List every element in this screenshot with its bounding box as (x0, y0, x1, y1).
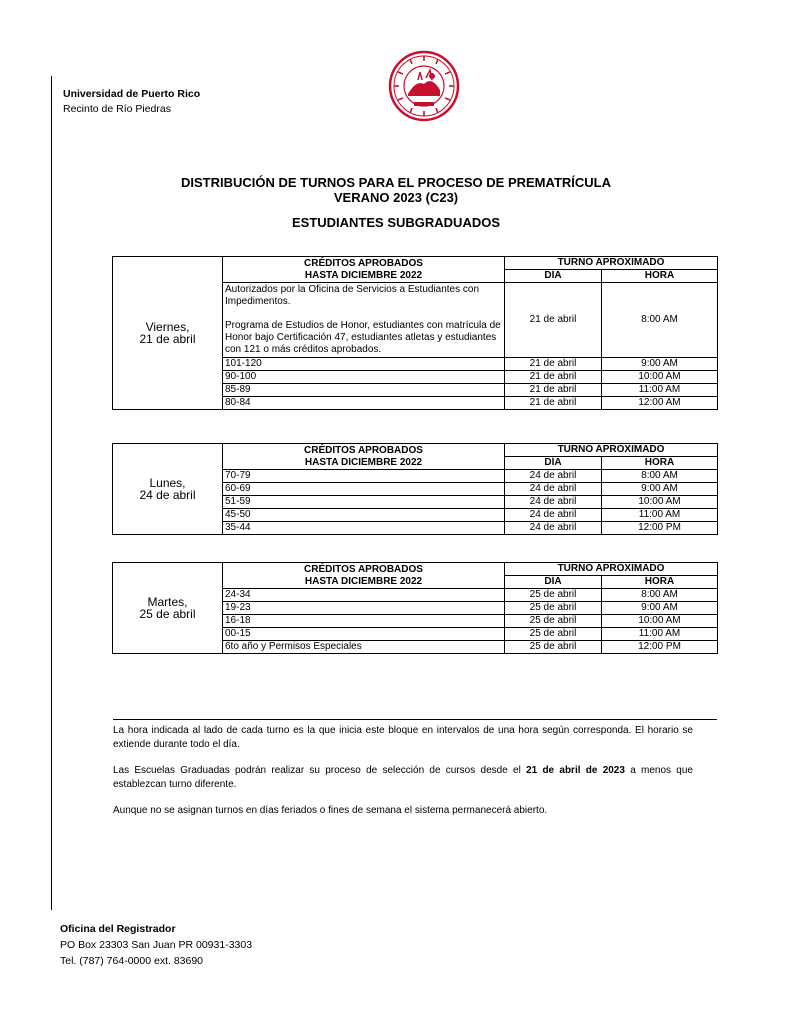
document-subtitle: VERANO 2023 (C23) (333, 190, 459, 205)
credits-cell: 19-23 (223, 602, 505, 615)
hora-cell: 11:00 AM (602, 384, 718, 397)
dia-cell: 25 de abril (505, 589, 602, 602)
day-date: 21 de abril (139, 332, 196, 346)
office-name: Oficina del Registrador (60, 923, 176, 935)
office-phone: Tel. (787) 764-0000 ext. 83690 (60, 955, 204, 967)
credits-cell: 16-18 (223, 615, 505, 628)
dia-cell: 24 de abril (505, 483, 602, 496)
hora-cell: 12:00 PM (602, 641, 718, 654)
campus-name: Recinto de Río Piedras (63, 103, 171, 115)
hora-cell: 8:00 AM (602, 589, 718, 602)
note-paragraph: La hora indicada al lado de cada turno es la que inicia este bloque en intervalos de una hora según corresponda. El horario se extiende durante todo el día. (113, 725, 693, 750)
hora-cell: 10:00 AM (602, 615, 718, 628)
credits-cell: 90-100 (223, 371, 505, 384)
notes-section (113, 724, 693, 830)
credits-header: CRÉDITOS APROBADOS HASTA DICIEMBRE 2022 (223, 444, 505, 470)
dia-cell: 24 de abril (505, 509, 602, 522)
hora-header: HORA (602, 270, 718, 283)
turno-header: TURNO APROXIMADO (505, 563, 718, 576)
credits-cell: 6to año y Permisos Especiales (223, 641, 505, 654)
dia-header: DÍA (505, 576, 602, 589)
office-address: PO Box 23303 San Juan PR 00931-3303 (60, 939, 253, 951)
turno-header: TURNO APROXIMADO (505, 444, 718, 457)
turnos-table-martes (112, 562, 718, 654)
hora-cell: 10:00 AM (602, 496, 718, 509)
credits-cell: Autorizados por la Oficina de Servicios a Estudiantes con Impedimentos. Programa de Estudios de Honor, estudiantes con matrícula de Honor bajo Certificación 47, estudiantes atletas y estudiantes con 121 o más créditos aprobados. (223, 283, 505, 358)
turnos-table-viernes (112, 256, 718, 410)
hora-cell: 8:00 AM (602, 470, 718, 483)
footer (60, 921, 252, 969)
dia-cell: 25 de abril (505, 615, 602, 628)
day-cell (113, 563, 223, 654)
hora-cell: 9:00 AM (602, 483, 718, 496)
graduate-start-date: 21 de abril de 2023 (526, 765, 625, 776)
dia-cell: 21 de abril (505, 283, 602, 358)
dia-cell: 25 de abril (505, 641, 602, 654)
note-paragraph: Aunque no se asignan turnos en días feriados o fines de semana el sistema permanecerá abierto. (113, 805, 548, 816)
credits-header: CRÉDITOS APROBADOS HASTA DICIEMBRE 2022 (223, 257, 505, 283)
day-name: Martes, (147, 595, 188, 609)
credits-cell: 51-59 (223, 496, 505, 509)
credits-cell: 80-84 (223, 397, 505, 410)
dia-cell: 24 de abril (505, 522, 602, 535)
hora-cell: 11:00 AM (602, 628, 718, 641)
dia-cell: 21 de abril (505, 397, 602, 410)
credits-cell: 101-120 (223, 358, 505, 371)
dia-cell: 24 de abril (505, 470, 602, 483)
dia-header: DÍA (505, 270, 602, 283)
credits-cell: 85-89 (223, 384, 505, 397)
document-title: DISTRIBUCIÓN DE TURNOS PARA EL PROCESO DE PREMATRÍCULA (181, 175, 611, 190)
dia-cell: 25 de abril (505, 628, 602, 641)
hora-cell: 9:00 AM (602, 602, 718, 615)
turnos-table-lunes (112, 443, 718, 535)
credits-cell: 70-79 (223, 470, 505, 483)
day-date: 24 de abril (139, 488, 196, 502)
day-cell (113, 257, 223, 410)
letterhead (63, 87, 200, 117)
day-name: Viernes, (145, 320, 190, 334)
hora-cell: 8:00 AM (602, 283, 718, 358)
day-date: 25 de abril (139, 607, 196, 621)
credits-cell: 60-69 (223, 483, 505, 496)
day-cell (113, 444, 223, 535)
credits-cell: 35-44 (223, 522, 505, 535)
hora-cell: 12:00 PM (602, 522, 718, 535)
hora-header: HORA (602, 576, 718, 589)
hora-cell: 9:00 AM (602, 358, 718, 371)
turno-header: TURNO APROXIMADO (505, 257, 718, 270)
dia-cell: 24 de abril (505, 496, 602, 509)
credits-cell: 45-50 (223, 509, 505, 522)
dia-header: DÍA (505, 457, 602, 470)
dia-cell: 25 de abril (505, 602, 602, 615)
dia-cell: 21 de abril (505, 384, 602, 397)
university-seal-logo (388, 50, 460, 122)
student-group-title: ESTUDIANTES SUBGRADUADOS (291, 215, 500, 230)
credits-cell: 24-34 (223, 589, 505, 602)
hora-header: HORA (602, 457, 718, 470)
hora-cell: 11:00 AM (602, 509, 718, 522)
university-name: Universidad de Puerto Rico (63, 88, 201, 100)
dia-cell: 21 de abril (505, 371, 602, 384)
notes-divider (113, 719, 717, 720)
hora-cell: 10:00 AM (602, 371, 718, 384)
credits-cell: 00-15 (223, 628, 505, 641)
hora-cell: 12:00 AM (602, 397, 718, 410)
note-paragraph: Las Escuelas Graduadas podrán realizar su proceso de selección de cursos desde el 21 de abril de 2023 a menos que establezcan turno diferente. (113, 765, 693, 790)
dia-cell: 21 de abril (505, 358, 602, 371)
day-name: Lunes, (149, 476, 186, 490)
credits-header: CRÉDITOS APROBADOS HASTA DICIEMBRE 2022 (223, 563, 505, 589)
